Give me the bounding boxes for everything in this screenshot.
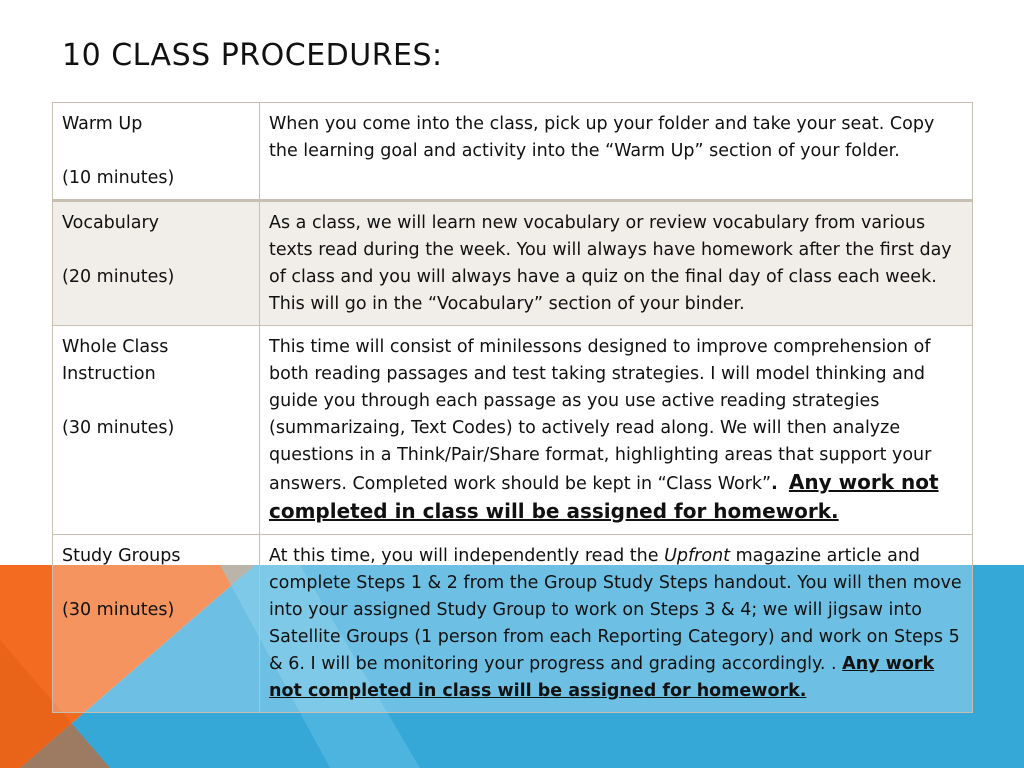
description-cell (260, 535, 973, 713)
table-row (53, 201, 973, 326)
activity-cell (53, 326, 260, 535)
activity-description: As a class, we will learn new vocabulary or review vocabulary from various texts read during the week. You will always have homework after the first day of class and you will always have a quiz on the final day of class each week. This will go in the “Vocabulary” section of your binder. (269, 213, 952, 314)
activity-cell (53, 103, 260, 201)
description-cell (260, 326, 973, 535)
table-row (53, 535, 973, 713)
activity-cell (53, 201, 260, 326)
description-cell (260, 103, 973, 201)
procedures-table (52, 102, 973, 713)
magazine-name: Upfront (664, 546, 731, 566)
description-cell (260, 201, 973, 326)
activity-name: Warm Up (62, 114, 143, 134)
table-row (53, 326, 973, 535)
description-end: . (771, 474, 778, 494)
activity-time: (20 minutes) (62, 267, 175, 287)
activity-time: (30 minutes) (62, 600, 175, 620)
activity-description: This time will consist of minilessons designed to improve comprehension of both reading passages and test taking strategies. I will model thinking and guide you through each passage as you use active reading strategies (summarizaing, Text Codes) to actively read along. We will then analyze questions in a Think/Pair/Share format, highlighting areas that support your answers. Completed work should be kept in “Class Work” (269, 337, 932, 494)
description-part-2: magazine article and complete Steps 1 & 2 from the Group Study Steps handout. You will then move into your assigned Study Group to work on Steps 3 & 4; we will jigsaw into Satellite Groups (1 person from each Reporting Category) and work on Steps 5 & 6. I will be monitoring your progress and grading accordingly. . (269, 546, 962, 674)
activity-time: (30 minutes) (62, 418, 175, 438)
activity-cell (53, 535, 260, 713)
table-row (53, 103, 973, 201)
homework-note: Any work not completed in class will be assigned for homework. (269, 470, 939, 523)
activity-name: Vocabulary (62, 213, 160, 233)
activity-description: When you come into the class, pick up your folder and take your seat. Copy the learning goal and activity into the “Warm Up” section of your folder. (269, 114, 935, 161)
homework-note: Any work not completed in class will be assigned for homework. (269, 654, 935, 701)
description-part-1: At this time, you will independently read the (269, 546, 665, 566)
activity-name: Whole Class Instruction (62, 337, 169, 384)
activity-time: (10 minutes) (62, 168, 175, 188)
activity-name: Study Groups (62, 546, 181, 566)
slide-title: 10 CLASS PROCEDURES: (62, 38, 443, 73)
